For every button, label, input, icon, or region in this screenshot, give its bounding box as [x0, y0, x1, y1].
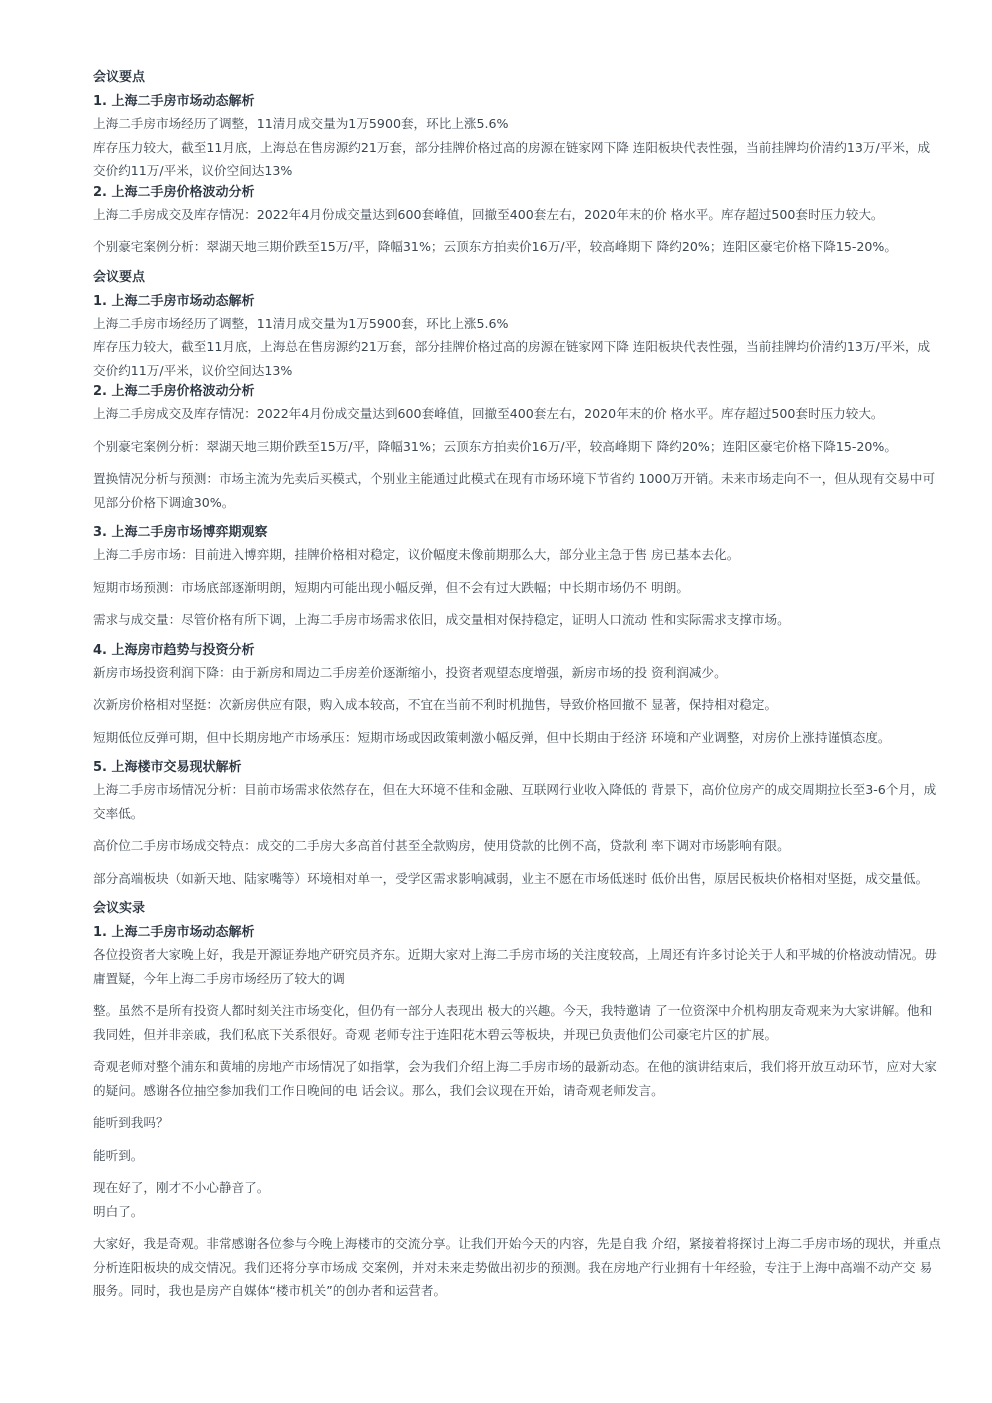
paragraph: 各位投资者大家晚上好，我是开源证券地产研究员齐东。近期大家对上海二手房市场的关注度较高，上周还有许多讨论关于人和平城的价格波动情况。毋庸置疑，今年上海二手房市场经历了较大的调 — [93, 947, 937, 986]
paragraph: 库存压力较大，截至11月底，上海总在售房源约21万套，部分挂牌价格过高的房源在链家网下降 连阳板块代表性强，当前挂牌均价清约13万/平米，成交价约11万/平米，议价空间达13% — [93, 339, 931, 378]
paragraph: 能听到我吗？ — [93, 1115, 169, 1130]
paragraph: 能听到。 — [93, 1147, 144, 1163]
paragraph: 置换情况分析与预测：市场主流为先卖后买模式，个别业主能通过此模式在现有市场环境下节省约 1000万开销。未来市场走向不一，但从现有交易中可见部分价格下调逾30%。 — [93, 471, 936, 510]
section-heading: 1. 上海二手房市场动态解析 — [93, 925, 255, 940]
section-heading: 1. 上海二手房市场动态解析 — [93, 94, 255, 109]
paragraph: 大家好，我是奇观。非常感谢各位参与今晚上海楼市的交流分享。让我们开始今天的内容，先是自我 介绍，紧接着将探讨上海二手房市场的现状，并重点分析连阳板块的成交情况。我们还将分享市场成 交案例，并对未来走势做出初步的预测。我在房地产行业拥有十年经验，专注于上海中高端不动产交 易服务。同时，我也是房产自媒体“楼市机关”的创办者和运营者。 — [93, 1236, 941, 1298]
paragraph: 需求与成交量：尽管价格有所下调，上海二手房市场需求依旧，成交量相对保持稳定，证明人口流动 性和实际需求支撑市场。 — [93, 612, 790, 627]
paragraph: 短期市场预测：市场底部逐渐明朗，短期内可能出现小幅反弹，但不会有过大跌幅；中长期市场仍不 明朗。 — [93, 579, 689, 595]
paragraph: 上海二手房成交及库存情况：2022年4月份成交量达到600套峰值，回撤至400套左右，2020年末的价 格水平。库存超过500套时压力较大。 — [93, 206, 884, 222]
section-heading: 3. 上海二手房市场博弈期观察 — [93, 525, 268, 540]
section-heading: 会议实录 — [93, 901, 146, 916]
paragraph: 上海二手房市场：目前进入博弈期，挂牌价格相对稳定，议价幅度未像前期那么大，部分业主急于售 房已基本去化。 — [93, 547, 740, 562]
paragraph: 明白了。 — [93, 1203, 144, 1219]
paragraph: 高价位二手房市场成交特点：成交的二手房大多高首付甚至全款购房，使用贷款的比例不高，贷款利 率下调对市场影响有限。 — [93, 838, 790, 853]
paragraph: 新房市场投资利润下降：由于新房和周边二手房差价逐渐缩小，投资者观望态度增强，新房市场的投 资利润减少。 — [93, 664, 727, 680]
paragraph: 奇观老师对整个浦东和黄埔的房地产市场情况了如指掌，会为我们介绍上海二手房市场的最新动态。在他的演讲结束后，我们将开放互动环节，应对大家的疑问。感谢各位抽空参加我们工作日晚间的电 话会议。那么，我们会议现在开始，请奇观老师发言。 — [93, 1059, 937, 1098]
paragraph: 库存压力较大，截至11月底，上海总在售房源约21万套，部分挂牌价格过高的房源在链家网下降 连阳板块代表性强，当前挂牌均价清约13万/平米，成交价约11万/平米，议价空间达13% — [93, 139, 931, 178]
paragraph: 部分高端板块（如新天地、陆家嘴等）环境相对单一，受学区需求影响减弱，业主不愿在市场低迷时 低价出售，原居民板块价格相对坚挺，成交量低。 — [93, 870, 929, 886]
section-heading: 会议要点 — [93, 70, 146, 85]
paragraph: 个别豪宅案例分析：翠湖天地三期价跌至15万/平，降幅31%；云顶东方拍卖价16万/平，较高峰期下 降约20%；连阳区豪宅价格下降15-20%。 — [93, 239, 897, 254]
paragraph: 上海二手房市场情况分析：目前市场需求依然存在，但在大环境不佳和金融、互联网行业收入降低的 背景下，高价位房产的成交周期拉长至3-6个月，成交率低。 — [93, 782, 937, 821]
section-heading: 5. 上海楼市交易现状解析 — [93, 760, 242, 775]
section-heading: 会议要点 — [93, 269, 146, 285]
paragraph: 整。虽然不是所有投资人都时刻关注市场变化，但仍有一部分人表现出 极大的兴趣。今天，我特邀请 了一位资深中介机构朋友奇观来为大家讲解。他和我同姓，但并非亲戚，我们私底下关系很好。奇观 老师专注于连阳花木碧云等板块，并现已负责他们公司豪宅片区的扩展。 — [93, 1003, 933, 1042]
section-heading: 4. 上海房市趋势与投资分析 — [93, 642, 255, 658]
section-heading: 2. 上海二手房价格波动分析 — [93, 184, 255, 200]
paragraph: 现在好了，刚才不小心静音了。 — [93, 1180, 270, 1195]
paragraph: 上海二手房成交及库存情况：2022年4月份成交量达到600套峰值，回撤至400套左右，2020年末的价 格水平。库存超过500套时压力较大。 — [93, 406, 884, 421]
paragraph: 上海二手房市场经历了调整，11清月成交量为1万5900套，环比上涨5.6% — [93, 315, 509, 331]
paragraph: 上海二手房市场经历了调整，11清月成交量为1万5900套，环比上涨5.6% — [93, 116, 509, 131]
paragraph: 个别豪宅案例分析：翠湖天地三期价跌至15万/平，降幅31%；云顶东方拍卖价16万/平，较高峰期下 降约20%；连阳区豪宅价格下降15-20%。 — [93, 438, 897, 454]
paragraph: 短期低位反弹可期，但中长期房地产市场承压：短期市场或因政策刺激小幅反弹，但中长期由于经济 环境和产业调整，对房价上涨持谨慎态度。 — [93, 729, 891, 745]
section-heading: 1. 上海二手房市场动态解析 — [93, 293, 255, 309]
section-heading: 2. 上海二手房价格波动分析 — [93, 384, 255, 399]
paragraph: 次新房价格相对坚挺：次新房供应有限，购入成本较高，不宜在当前不利时机抛售，导致价格回撤不 显著，保持相对稳定。 — [93, 697, 778, 712]
